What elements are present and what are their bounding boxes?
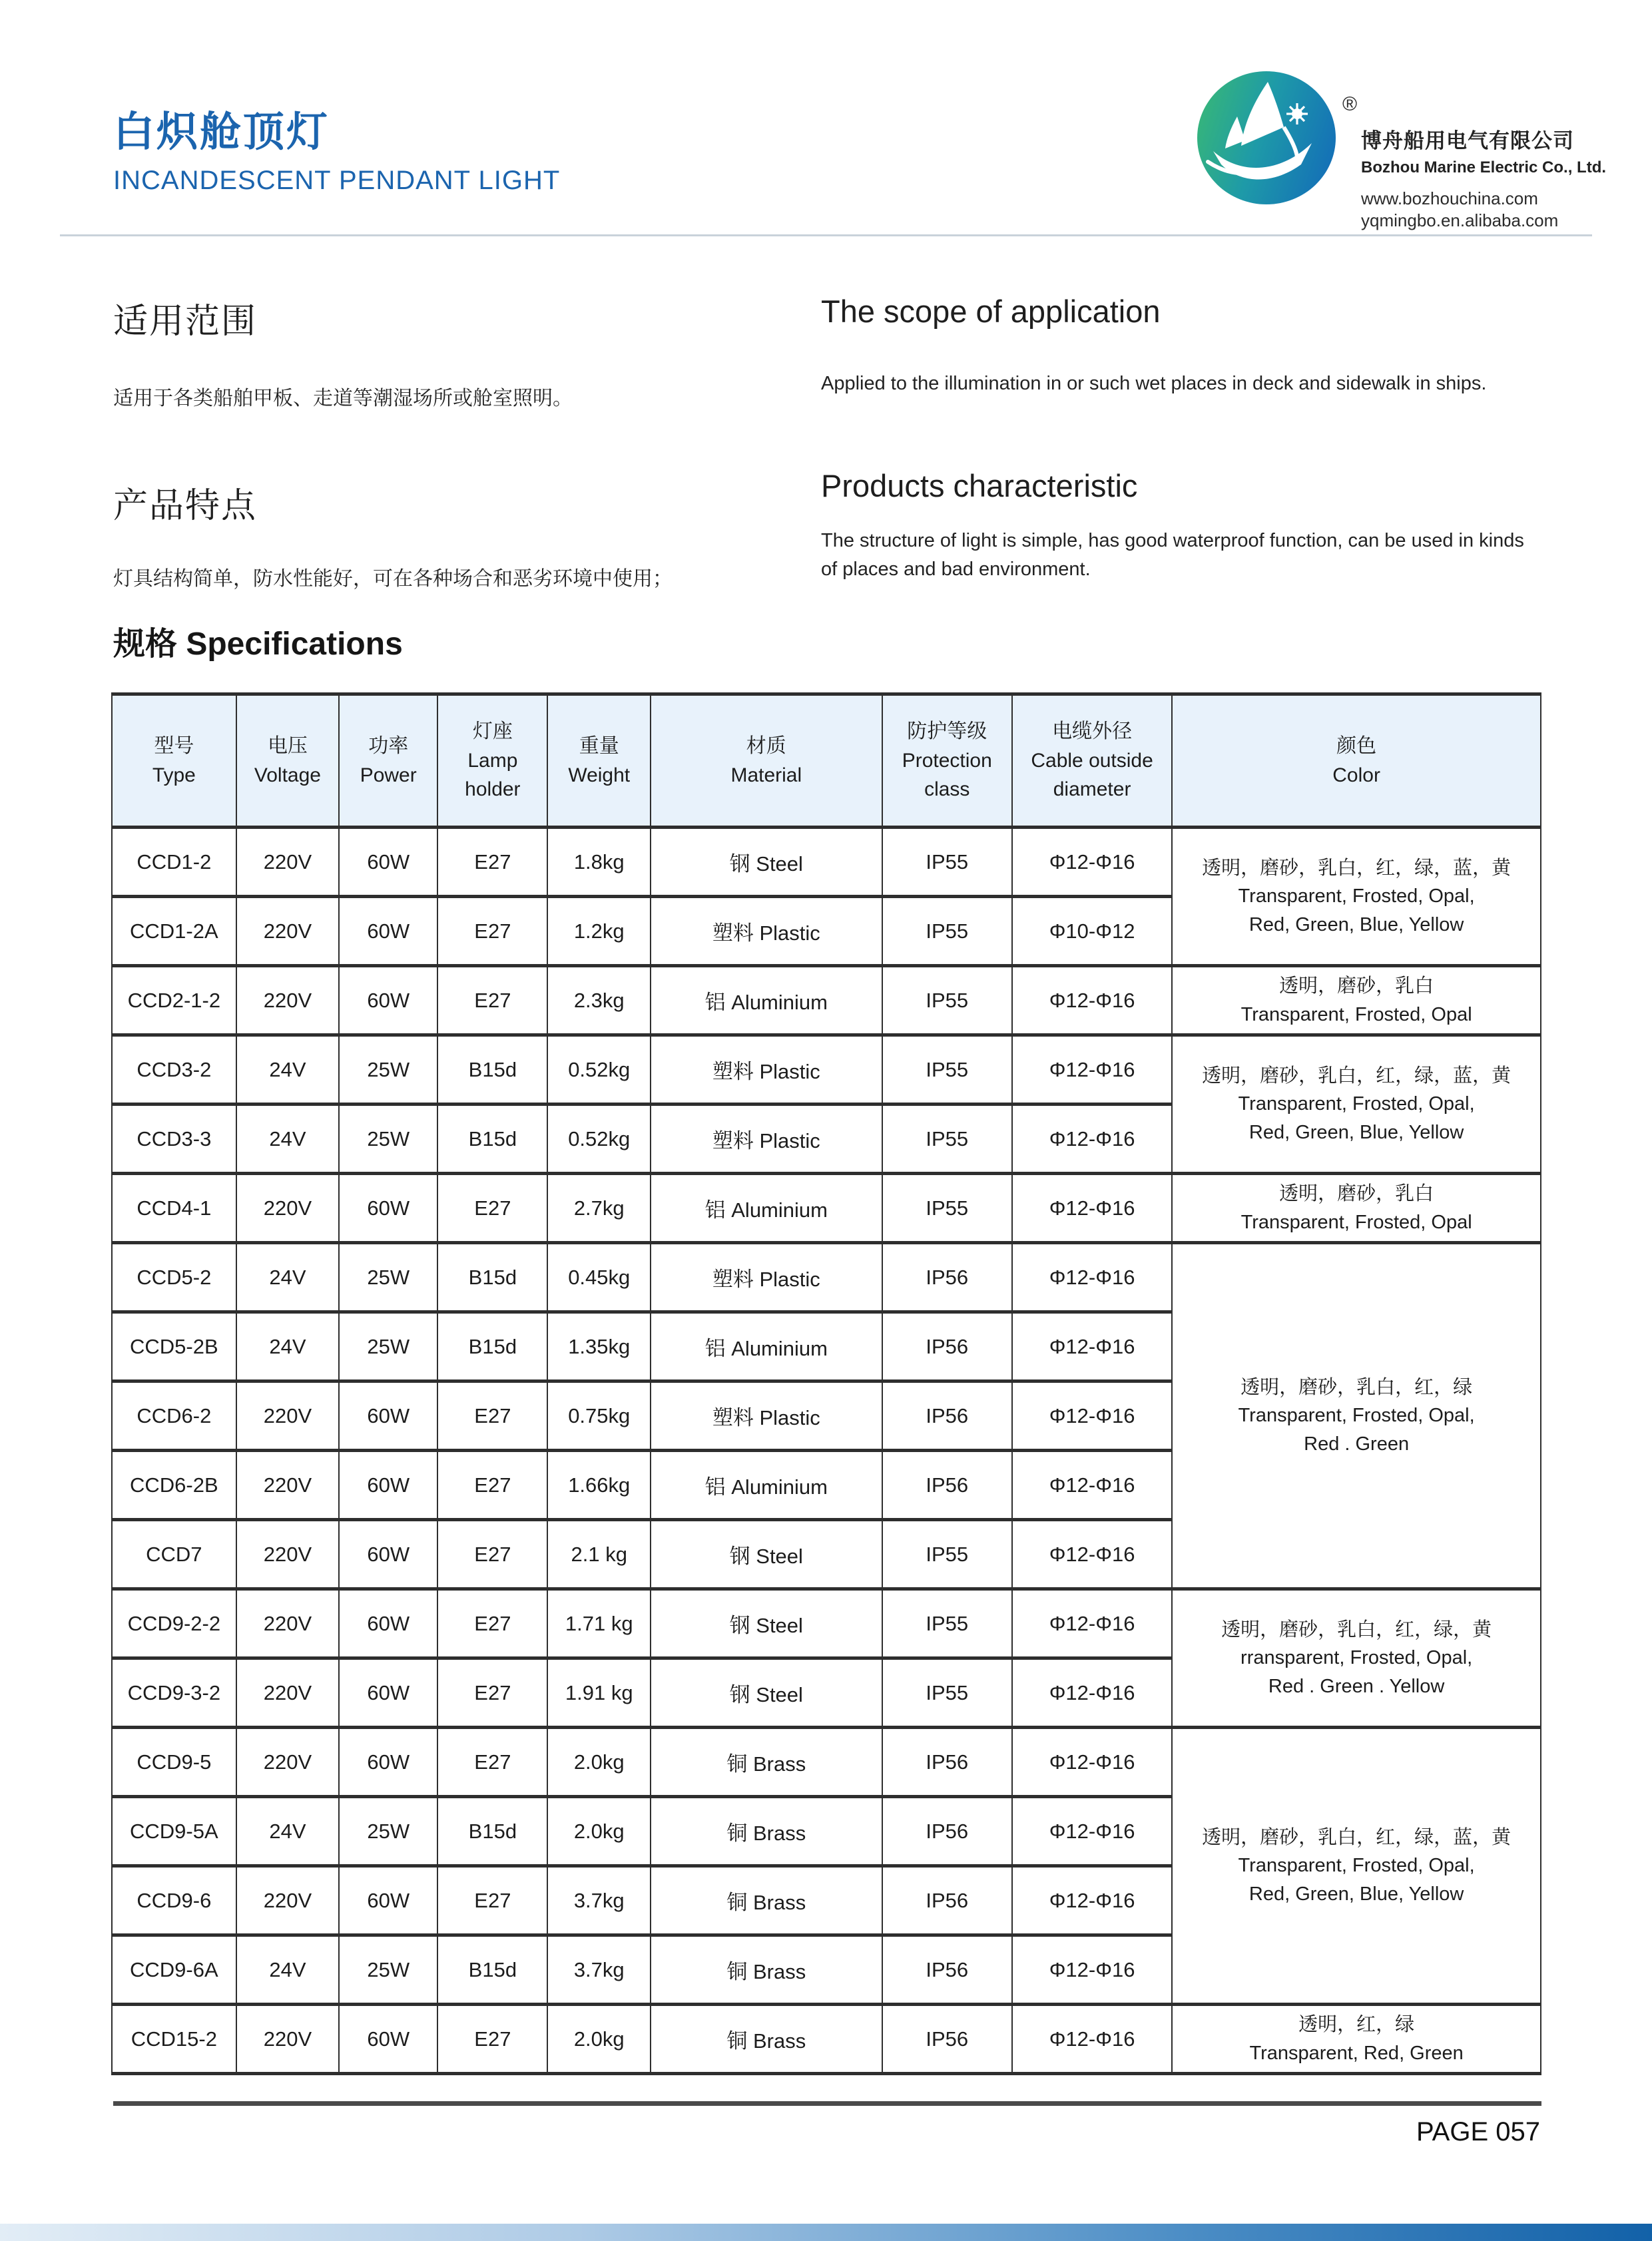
col-header-type: 型号 Type [112,694,236,828]
cell-power: 60W [339,1451,437,1520]
table-row [112,2005,1541,2074]
cell-material: 铜 Brass [651,1728,882,1797]
cell-type: CCD9-6A [112,1935,236,2005]
cell-power: 60W [339,897,437,966]
company-name-english: Bozhou Marine Electric Co., Ltd. [1361,158,1607,176]
cell-weight: 1.35kg [547,1312,651,1381]
cell-protection: IP55 [882,897,1012,966]
company-websites [1361,188,1607,231]
cell-protection: IP56 [882,1381,1012,1451]
cell-type: CCD3-3 [112,1105,236,1174]
page-title-chinese: 白炽舱顶灯 [113,109,330,155]
cell-holder: B15d [437,1035,547,1105]
cell-cable: Φ12-Φ16 [1012,1658,1172,1728]
cell-power: 25W [339,1035,437,1105]
specs-table-body [112,828,1541,2074]
cell-holder: E27 [437,1174,547,1243]
cell-voltage: 220V [236,1520,340,1589]
table-row [112,1174,1541,1243]
page-number: PAGE 057 [1416,2117,1540,2146]
cell-holder: E27 [437,1381,547,1451]
cell-type: CCD5-2B [112,1312,236,1381]
intro-sections [113,293,1541,591]
cell-protection: IP56 [882,1935,1012,2005]
company-name-chinese: 博舟船用电气有限公司 [1361,129,1574,152]
cell-type: CCD1-2 [112,828,236,897]
cell-voltage: 220V [236,1589,340,1658]
company-website-alibaba: yqmingbo.en.alibaba.com [1361,210,1559,230]
cell-power: 60W [339,1174,437,1243]
cell-type: CCD4-1 [112,1174,236,1243]
features-heading-en: Products characteristic [821,467,1138,503]
cell-material: 铝 Aluminium [651,1174,882,1243]
cell-material: 塑料 Plastic [651,1381,882,1451]
cell-power: 60W [339,828,437,897]
company-logo [1195,69,1340,207]
cell-weight: 0.75kg [547,1381,651,1451]
cell-material: 铜 Brass [651,1866,882,1935]
cell-holder: E27 [437,828,547,897]
cell-color: 透明，磨砂，乳白，红，绿，蓝，黄 Transparent, Frosted, Opal, Red, Green, Blue, Yellow [1172,828,1541,966]
cell-material: 塑料 Plastic [651,1243,882,1312]
cell-material: 铜 Brass [651,2005,882,2074]
cell-holder: E27 [437,897,547,966]
cell-cable: Φ12-Φ16 [1012,1520,1172,1589]
scope-heading-en: The scope of application [821,294,1161,329]
intro-chinese-column [113,293,779,591]
cell-type: CCD2-1-2 [112,966,236,1035]
cell-weight: 2.0kg [547,1797,651,1866]
cell-material: 铜 Brass [651,1797,882,1866]
cell-color: 透明，磨砂，乳白，红，绿 Transparent, Frosted, Opal, Red . Green [1172,1243,1541,1589]
cell-weight: 1.8kg [547,828,651,897]
cell-type: CCD1-2A [112,897,236,966]
cell-material: 塑料 Plastic [651,897,882,966]
cell-holder: E27 [437,1451,547,1520]
cell-type: CCD6-2B [112,1451,236,1520]
intro-english-column [821,293,1541,591]
cell-type: CCD9-5 [112,1728,236,1797]
col-header-protection-class: 防护等级 Protection class [882,694,1012,828]
cell-material: 钢 Steel [651,1589,882,1658]
cell-cable: Φ12-Φ16 [1012,1312,1172,1381]
col-header-weight: 重量 Weight [547,694,651,828]
cell-voltage: 220V [236,966,340,1035]
scope-body-cn: 适用于各类船舶甲板、走道等潮湿场所或舱室照明。 [113,387,573,409]
cell-material: 塑料 Plastic [651,1105,882,1174]
table-row [112,828,1541,897]
cell-cable: Φ12-Φ16 [1012,1797,1172,1866]
cell-color: 透明，磨砂，乳白，红，绿，蓝，黄 Transparent, Frosted, Opal, Red, Green, Blue, Yellow [1172,1728,1541,2005]
registered-trademark-mark: ® [1342,93,1358,115]
cell-protection: IP56 [882,2005,1012,2074]
cell-material: 钢 Steel [651,1520,882,1589]
cell-voltage: 220V [236,828,340,897]
bottom-accent-band [0,2224,1652,2241]
col-header-color: 颜色 Color [1172,694,1541,828]
cell-protection: IP55 [882,1174,1012,1243]
cell-protection: IP55 [882,1035,1012,1105]
cell-color: 透明，磨砂，乳白 Transparent, Frosted, Opal [1172,966,1541,1035]
cell-color: 透明，磨砂，乳白 Transparent, Frosted, Opal [1172,1174,1541,1243]
cell-voltage: 220V [236,897,340,966]
cell-type: CCD6-2 [112,1381,236,1451]
cell-voltage: 24V [236,1312,340,1381]
cell-material: 钢 Steel [651,828,882,897]
cell-protection: IP55 [882,828,1012,897]
footer-divider [113,2101,1541,2106]
cell-voltage: 24V [236,1243,340,1312]
col-header-lamp-holder: 灯座 Lamp holder [437,694,547,828]
cell-holder: B15d [437,1935,547,2005]
cell-color: 透明，磨砂，乳白，红，绿，黄 rransparent, Frosted, Opal, Red . Green . Yellow [1172,1589,1541,1728]
cell-weight: 1.91 kg [547,1658,651,1728]
cell-weight: 2.0kg [547,1728,651,1797]
cell-cable: Φ12-Φ16 [1012,828,1172,897]
cell-weight: 0.52kg [547,1035,651,1105]
cell-voltage: 220V [236,2005,340,2074]
cell-power: 60W [339,1520,437,1589]
cell-type: CCD9-6 [112,1866,236,1935]
sailboat-logo-icon [1195,69,1340,207]
cell-cable: Φ12-Φ16 [1012,1174,1172,1243]
cell-power: 25W [339,1243,437,1312]
cell-material: 铝 Aluminium [651,966,882,1035]
cell-power: 60W [339,2005,437,2074]
cell-cable: Φ12-Φ16 [1012,1035,1172,1105]
cell-weight: 2.0kg [547,2005,651,2074]
page-header [113,99,560,196]
cell-protection: IP56 [882,1797,1012,1866]
cell-power: 25W [339,1935,437,2005]
cell-weight: 2.3kg [547,966,651,1035]
scope-heading-cn: 适用范围 [113,302,258,341]
cell-power: 60W [339,1866,437,1935]
table-row [112,966,1541,1035]
cell-weight: 3.7kg [547,1866,651,1935]
cell-weight: 2.1 kg [547,1520,651,1589]
cell-voltage: 24V [236,1105,340,1174]
cell-holder: B15d [437,1797,547,1866]
cell-type: CCD5-2 [112,1243,236,1312]
table-row [112,1243,1541,1312]
cell-color: 透明，磨砂，乳白，红，绿，蓝，黄 Transparent, Frosted, Opal, Red, Green, Blue, Yellow [1172,1035,1541,1174]
cell-holder: E27 [437,2005,547,2074]
cell-cable: Φ10-Φ12 [1012,897,1172,966]
cell-voltage: 24V [236,1035,340,1105]
page-title-english: INCANDESCENT PENDANT LIGHT [113,166,561,195]
cell-power: 60W [339,1658,437,1728]
cell-holder: E27 [437,966,547,1035]
cell-protection: IP56 [882,1243,1012,1312]
cell-material: 铝 Aluminium [651,1312,882,1381]
cell-weight: 3.7kg [547,1935,651,2005]
cell-voltage: 220V [236,1866,340,1935]
cell-voltage: 220V [236,1451,340,1520]
cell-voltage: 24V [236,1797,340,1866]
col-header-material: 材质 Material [651,694,882,828]
cell-holder: E27 [437,1866,547,1935]
cell-material: 铜 Brass [651,1935,882,2005]
cell-protection: IP56 [882,1451,1012,1520]
cell-holder: E27 [437,1658,547,1728]
cell-cable: Φ12-Φ16 [1012,966,1172,1035]
cell-power: 25W [339,1105,437,1174]
cell-power: 60W [339,1589,437,1658]
cell-weight: 1.66kg [547,1451,651,1520]
cell-type: CCD3-2 [112,1035,236,1105]
cell-holder: E27 [437,1520,547,1589]
company-website-primary: www.bozhouchina.com [1361,188,1538,208]
company-info [1361,124,1607,231]
cell-voltage: 220V [236,1658,340,1728]
cell-cable: Φ12-Φ16 [1012,1451,1172,1520]
col-header-cable-diameter: 电缆外径 Cable outside diameter [1012,694,1172,828]
col-header-voltage: 电压 Voltage [236,694,340,828]
cell-cable: Φ12-Φ16 [1012,1935,1172,2005]
cell-material: 铝 Aluminium [651,1451,882,1520]
cell-power: 60W [339,966,437,1035]
cell-cable: Φ12-Φ16 [1012,1105,1172,1174]
table-row [112,1589,1541,1658]
cell-protection: IP56 [882,1866,1012,1935]
cell-type: CCD9-5A [112,1797,236,1866]
cell-power: 60W [339,1728,437,1797]
cell-type: CCD9-3-2 [112,1658,236,1728]
cell-weight: 0.45kg [547,1243,651,1312]
cell-protection: IP55 [882,1589,1012,1658]
cell-voltage: 220V [236,1381,340,1451]
cell-protection: IP55 [882,966,1012,1035]
features-heading-cn: 产品特点 [113,487,258,525]
specifications-heading: 规格 Specifications [113,626,403,662]
specifications-table [111,692,1541,2075]
cell-material: 钢 Steel [651,1658,882,1728]
cell-material: 塑料 Plastic [651,1035,882,1105]
cell-cable: Φ12-Φ16 [1012,1589,1172,1658]
cell-protection: IP56 [882,1312,1012,1381]
cell-power: 60W [339,1381,437,1451]
cell-cable: Φ12-Φ16 [1012,1381,1172,1451]
table-row [112,1728,1541,1797]
cell-cable: Φ12-Φ16 [1012,2005,1172,2074]
cell-holder: B15d [437,1243,547,1312]
cell-protection: IP55 [882,1658,1012,1728]
cell-type: CCD7 [112,1520,236,1589]
cell-power: 25W [339,1797,437,1866]
cell-type: CCD9-2-2 [112,1589,236,1658]
cell-power: 25W [339,1312,437,1381]
cell-holder: B15d [437,1105,547,1174]
cell-protection: IP55 [882,1105,1012,1174]
cell-voltage: 24V [236,1935,340,2005]
cell-voltage: 220V [236,1728,340,1797]
cell-protection: IP55 [882,1520,1012,1589]
table-header-row [112,694,1541,828]
features-body-en: The structure of light is simple, has good waterproof function, can be used in kinds of places and bad environment. [821,529,1524,580]
cell-weight: 0.52kg [547,1105,651,1174]
cell-voltage: 220V [236,1174,340,1243]
col-header-power: 功率 Power [339,694,437,828]
header-divider [60,234,1592,236]
cell-cable: Φ12-Φ16 [1012,1728,1172,1797]
cell-weight: 2.7kg [547,1174,651,1243]
cell-holder: B15d [437,1312,547,1381]
cell-cable: Φ12-Φ16 [1012,1866,1172,1935]
cell-type: CCD15-2 [112,2005,236,2074]
cell-weight: 1.2kg [547,897,651,966]
cell-holder: E27 [437,1589,547,1658]
scope-body-en: Applied to the illumination in or such wet places in deck and sidewalk in ships. [821,373,1487,394]
table-row [112,1035,1541,1105]
cell-protection: IP56 [882,1728,1012,1797]
cell-holder: E27 [437,1728,547,1797]
cell-cable: Φ12-Φ16 [1012,1243,1172,1312]
cell-weight: 1.71 kg [547,1589,651,1658]
cell-color: 透明，红，绿 Transparent, Red, Green [1172,2005,1541,2074]
features-body-cn: 灯具结构简单，防水性能好，可在各种场合和恶劣环境中使用； [113,568,673,590]
